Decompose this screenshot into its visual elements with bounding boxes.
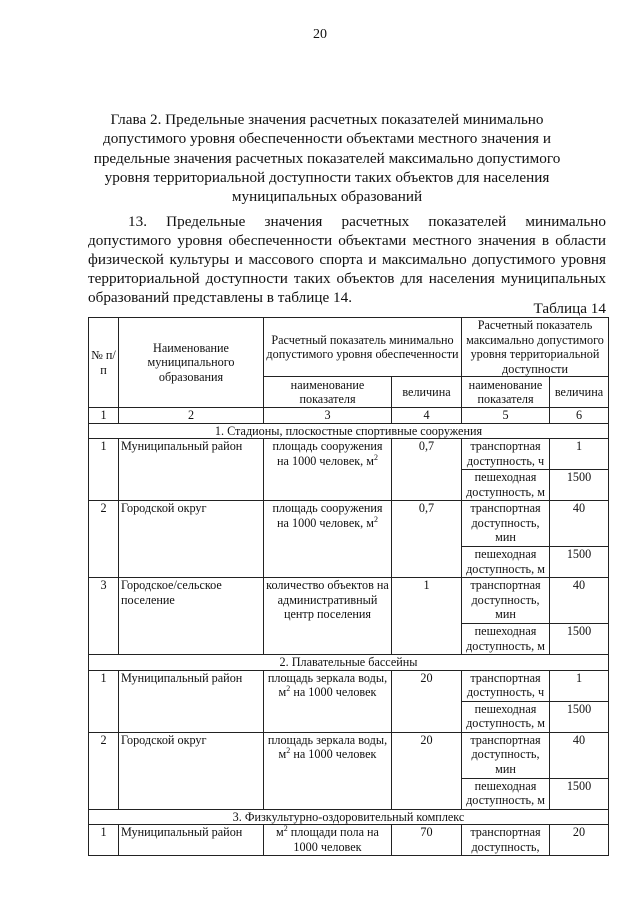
body-paragraph: 13. Предельные значения расчетных показателей минимально допустимого уровня обеспеченности объектами местного значения в области физической культуры и массового спорта и максимально допустимого уровня территориальной доступности таких объектов для населения муниципальных образований представлены в таблице 14. [88,213,606,306]
row-number: 2 [89,501,119,578]
superscript: 2 [286,745,291,755]
municipality-name: Муниципальный район [119,825,264,856]
min-indicator-value: 70 [392,825,462,856]
header-max-value: величина [550,377,609,408]
row-number: 2 [89,732,119,809]
access-indicator-name: транспортная доступность, [462,825,550,856]
table-row [89,439,609,470]
header-number: № п/п [89,318,119,408]
table-row [89,825,609,856]
min-indicator-text: количество объектов на административный центр поселения [266,578,389,621]
min-indicator-text-tail: на 1000 человек [290,685,377,699]
access-indicator-value: 40 [550,732,609,778]
row-number: 1 [89,670,119,732]
access-indicator-value: 1500 [550,778,609,809]
access-indicator-name: транспортная доступность, мин [462,501,550,547]
header-max-name: наименование показателя [462,377,550,408]
min-indicator-text-tail: на 1000 человек [290,747,377,761]
access-indicator-name: пешеходная доступность, м [462,701,550,732]
min-indicator-value: 0,7 [392,439,462,501]
section-title: 2. Плавательные бассейны [89,655,609,671]
min-indicator-text: площадь сооружения на 1000 человек, м [272,501,383,530]
table-row [89,732,609,778]
min-indicator-name [264,439,392,501]
row-number: 1 [89,439,119,501]
table-row [89,501,609,547]
header-min-indicator: Расчетный показатель минимально допустимого уровня обеспеченности [264,318,462,377]
col-number-1: 1 [89,408,119,424]
col-number-4: 4 [392,408,462,424]
access-indicator-name: транспортная доступность, ч [462,439,550,470]
min-indicator-name [264,670,392,732]
min-indicator-name [264,578,392,655]
col-number-3: 3 [264,408,392,424]
row-number: 1 [89,825,119,856]
min-indicator-value: 20 [392,732,462,809]
access-indicator-name: транспортная доступность, мин [462,732,550,778]
row-number: 3 [89,578,119,655]
min-indicator-name [264,732,392,809]
page-number: 20 [313,27,327,42]
col-number-2: 2 [119,408,264,424]
table-row [89,578,609,624]
min-indicator-text: м [276,825,284,839]
col-number-5: 5 [462,408,550,424]
access-indicator-value: 40 [550,501,609,547]
table-row [89,670,609,701]
superscript: 2 [373,514,378,524]
col-number-6: 6 [550,408,609,424]
access-indicator-value: 1500 [550,547,609,578]
section-title: 3. Физкультурно-оздоровительный комплекс [89,809,609,825]
indicators-table [88,317,609,856]
access-indicator-value: 1500 [550,624,609,655]
superscript: 2 [283,823,288,833]
access-indicator-name: пешеходная доступность, м [462,547,550,578]
min-indicator-value: 0,7 [392,501,462,578]
table-caption: Таблица 14 [533,300,606,317]
access-indicator-name: транспортная доступность, ч [462,670,550,701]
min-indicator-text-tail: площади пола на 1000 человек [287,825,379,854]
header-min-name: наименование показателя [264,377,392,408]
header-min-value: величина [392,377,462,408]
min-indicator-text: площадь зеркала воды, м [267,670,388,699]
access-indicator-value: 20 [550,825,609,856]
municipality-name: Муниципальный район [119,439,264,501]
municipality-name: Городской округ [119,501,264,578]
chapter-heading: Глава 2. Предельные значения расчетных показателей минимально допустимого уровня обеспеченности объектами местного значения и предельные значения расчетных показателей максимально допустимого уровня территориальной доступности таких объектов для населения муниципальных образований [93,111,561,206]
municipality-name: Городское/сельское поселение [119,578,264,655]
superscript: 2 [373,452,378,462]
min-indicator-value: 20 [392,670,462,732]
access-indicator-value: 1 [550,439,609,470]
min-indicator-text: площадь зеркала воды, м [267,732,388,761]
access-indicator-value: 1500 [550,470,609,501]
min-indicator-name [264,825,392,856]
superscript: 2 [286,683,291,693]
min-indicator-value: 1 [392,578,462,655]
municipality-name: Муниципальный район [119,670,264,732]
access-indicator-name: пешеходная доступность, м [462,624,550,655]
access-indicator-name: пешеходная доступность, м [462,778,550,809]
min-indicator-name [264,501,392,578]
access-indicator-name: транспортная доступность, мин [462,578,550,624]
section-title: 1. Стадионы, плоскостные спортивные сооружения [89,423,609,439]
min-indicator-text: площадь сооружения на 1000 человек, м [272,439,383,468]
header-max-indicator: Расчетный показатель максимально допустимого уровня территориальной доступности [462,318,609,377]
municipality-name: Городской округ [119,732,264,809]
header-municipality: Наименование муниципального образования [119,318,264,408]
access-indicator-value: 40 [550,578,609,624]
access-indicator-value: 1 [550,670,609,701]
access-indicator-value: 1500 [550,701,609,732]
access-indicator-name: пешеходная доступность, м [462,470,550,501]
